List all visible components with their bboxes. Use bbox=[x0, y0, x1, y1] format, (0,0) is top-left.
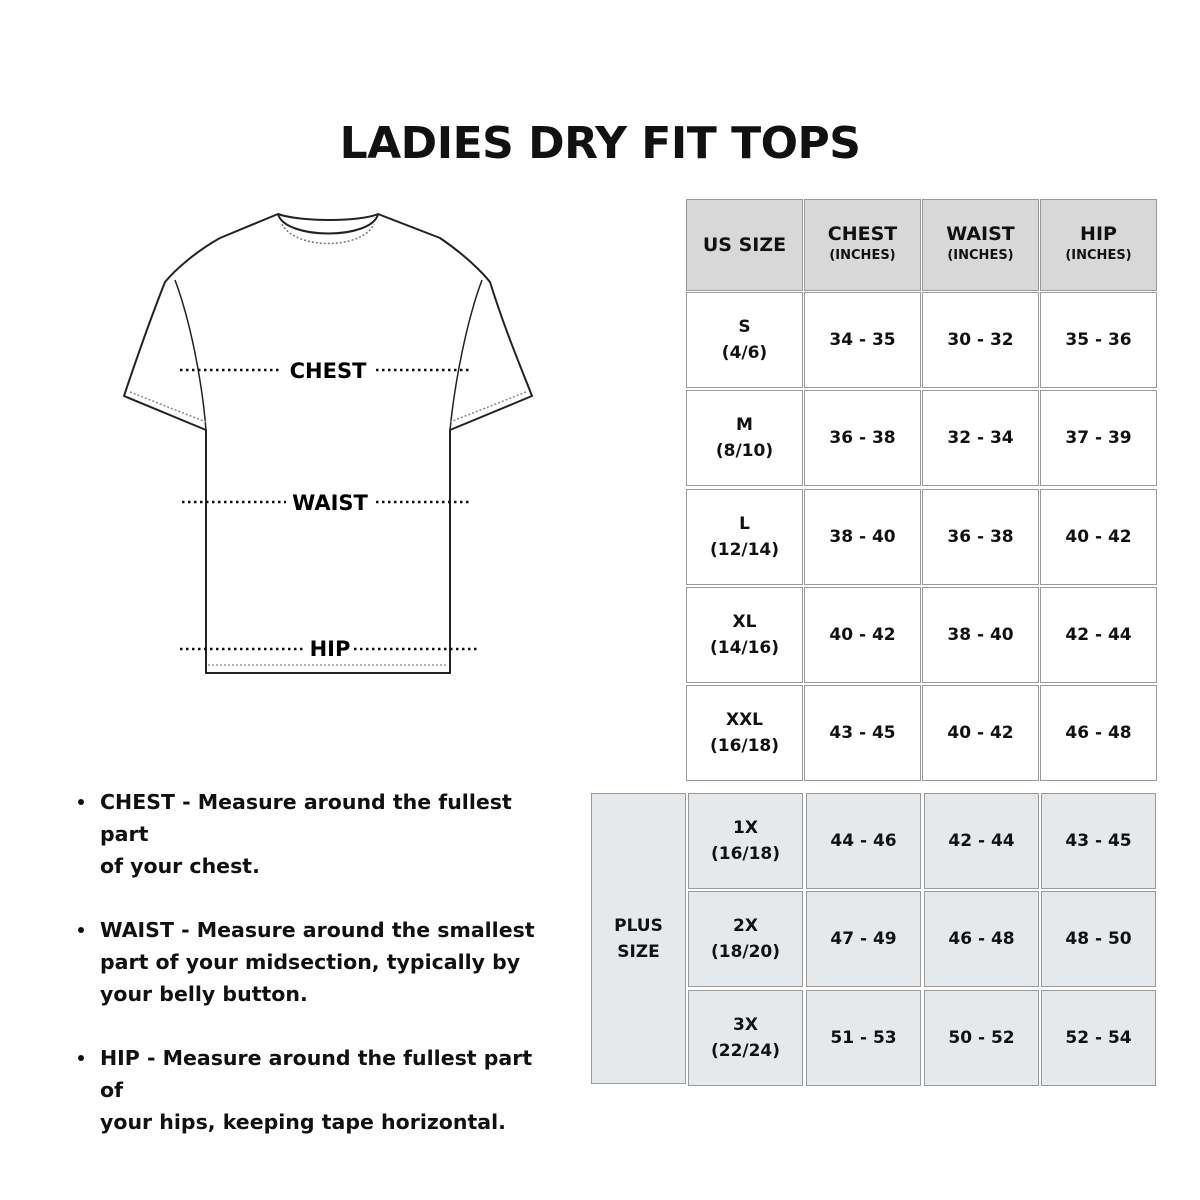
chest-cell: 40 - 42 bbox=[804, 587, 921, 683]
header-us-size: US SIZE bbox=[686, 199, 803, 291]
plus-size-cell: 1X (16/18) bbox=[688, 793, 803, 889]
tshirt-diagram bbox=[110, 200, 550, 690]
hip-cell: 35 - 36 bbox=[1040, 292, 1157, 388]
header-chest: CHEST (INCHES) bbox=[804, 199, 921, 291]
hip-label: HIP bbox=[309, 637, 351, 661]
plus-waist-cell: 42 - 44 bbox=[924, 793, 1039, 889]
size-cell: XXL (16/18) bbox=[686, 685, 803, 781]
plus-chest-cell: 51 - 53 bbox=[806, 990, 921, 1086]
plus-size-cell: 3X (22/24) bbox=[688, 990, 803, 1086]
bullet-icon bbox=[78, 799, 84, 805]
hip-cell: 40 - 42 bbox=[1040, 489, 1157, 585]
size-cell: XL (14/16) bbox=[686, 587, 803, 683]
plus-waist-cell: 50 - 52 bbox=[924, 990, 1039, 1086]
plus-chest-cell: 47 - 49 bbox=[806, 891, 921, 987]
chest-cell: 34 - 35 bbox=[804, 292, 921, 388]
waist-cell: 40 - 42 bbox=[922, 685, 1039, 781]
size-cell: M (8/10) bbox=[686, 390, 803, 486]
plus-chest-cell: 44 - 46 bbox=[806, 793, 921, 889]
bullet-icon bbox=[78, 927, 84, 933]
measurement-instructions bbox=[78, 786, 558, 1170]
waist-cell: 30 - 32 bbox=[922, 292, 1039, 388]
plus-hip-cell: 48 - 50 bbox=[1041, 891, 1156, 987]
header-waist: WAIST (INCHES) bbox=[922, 199, 1039, 291]
chest-label: CHEST bbox=[289, 359, 367, 383]
hip-cell: 37 - 39 bbox=[1040, 390, 1157, 486]
size-cell: L (12/14) bbox=[686, 489, 803, 585]
plus-hip-cell: 52 - 54 bbox=[1041, 990, 1156, 1086]
plus-waist-cell: 46 - 48 bbox=[924, 891, 1039, 987]
plus-size-cell: 2X (18/20) bbox=[688, 891, 803, 987]
hip-instruction: HIP - Measure around the fullest part of your hips, keeping tape horizontal. bbox=[78, 1042, 558, 1138]
hip-cell: 46 - 48 bbox=[1040, 685, 1157, 781]
chest-cell: 36 - 38 bbox=[804, 390, 921, 486]
chest-cell: 43 - 45 bbox=[804, 685, 921, 781]
chest-cell: 38 - 40 bbox=[804, 489, 921, 585]
size-cell: S (4/6) bbox=[686, 292, 803, 388]
plus-hip-cell: 43 - 45 bbox=[1041, 793, 1156, 889]
page-title: LADIES DRY FIT TOPS bbox=[339, 118, 861, 169]
bullet-icon bbox=[78, 1055, 84, 1061]
hip-cell: 42 - 44 bbox=[1040, 587, 1157, 683]
waist-cell: 36 - 38 bbox=[922, 489, 1039, 585]
waist-instruction: WAIST - Measure around the smallest part of your midsection, typically by your belly button. bbox=[78, 914, 558, 1010]
waist-cell: 38 - 40 bbox=[922, 587, 1039, 683]
waist-cell: 32 - 34 bbox=[922, 390, 1039, 486]
plus-size-label: PLUS SIZE bbox=[591, 793, 686, 1084]
chest-instruction: CHEST - Measure around the fullest part of your chest. bbox=[78, 786, 558, 882]
waist-label: WAIST bbox=[292, 491, 368, 515]
header-hip: HIP (INCHES) bbox=[1040, 199, 1157, 291]
